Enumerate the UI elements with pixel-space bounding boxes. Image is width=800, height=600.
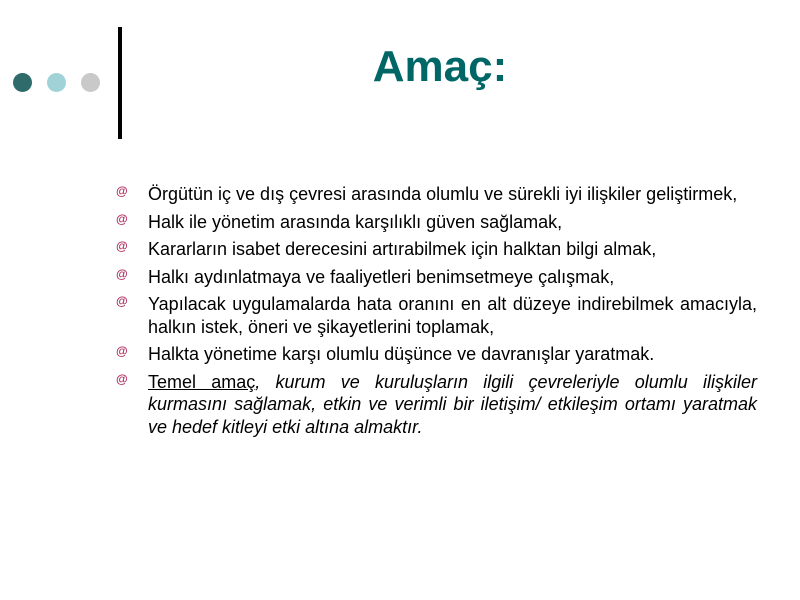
list-item <box>115 293 757 338</box>
list-item <box>115 238 757 261</box>
spiral-bullet-icon: @ <box>116 344 128 358</box>
bullet-text: Halkı aydınlatmaya ve faaliyetleri benimsetmeye çalışmak, <box>148 266 615 287</box>
bullet-text: Örgütün iç ve dış çevresi arasında olumlu ve sürekli iyi ilişkiler geliştirmek, <box>148 184 738 204</box>
spiral-bullet-icon: @ <box>116 184 128 198</box>
spiral-bullet-icon: @ <box>116 294 128 308</box>
spiral-bullet-icon: @ <box>116 266 128 281</box>
list-item <box>115 371 757 439</box>
spiral-bullet-icon: @ <box>116 371 128 386</box>
dark-teal-dot <box>13 73 32 92</box>
list-item <box>115 343 757 366</box>
list-item <box>115 266 757 289</box>
bullet-text: Yapılacak uygulamalarda hata oranını en alt düzeye indirebilmek amacıyla, halkın istek, öneri ve şikayetlerini toplamak, <box>148 294 757 337</box>
bullet-text: Kararların isabet derecesini artırabilmek için halktan bilgi almak, <box>148 239 657 259</box>
bullet-lead-text: Temel amaç <box>148 371 256 392</box>
decorative-dots <box>13 73 100 92</box>
bullet-text: Halkta yönetime karşı olumlu düşünce ve davranışlar yaratmak. <box>148 344 655 364</box>
vertical-divider <box>118 27 122 139</box>
light-teal-dot <box>47 73 66 92</box>
spiral-bullet-icon: @ <box>116 211 128 226</box>
slide-title: Amaç: <box>372 42 508 91</box>
list-item <box>115 211 757 234</box>
bullet-list <box>115 183 757 443</box>
spiral-bullet-icon: @ <box>116 239 128 253</box>
bullet-text: Halk ile yönetim arasında karşılıklı güven sağlamak, <box>148 211 563 232</box>
list-item <box>115 183 757 206</box>
bullet-text: , kurum ve kuruluşların ilgili çevreleriyle olumlu ilişkiler kurmasını sağlamak, etkin ve verimli bir iletişim/ etkileşim ortamı yaratmak ve hedef kitleyi etki altına almaktır. <box>148 371 757 437</box>
gray-dot <box>81 73 100 92</box>
